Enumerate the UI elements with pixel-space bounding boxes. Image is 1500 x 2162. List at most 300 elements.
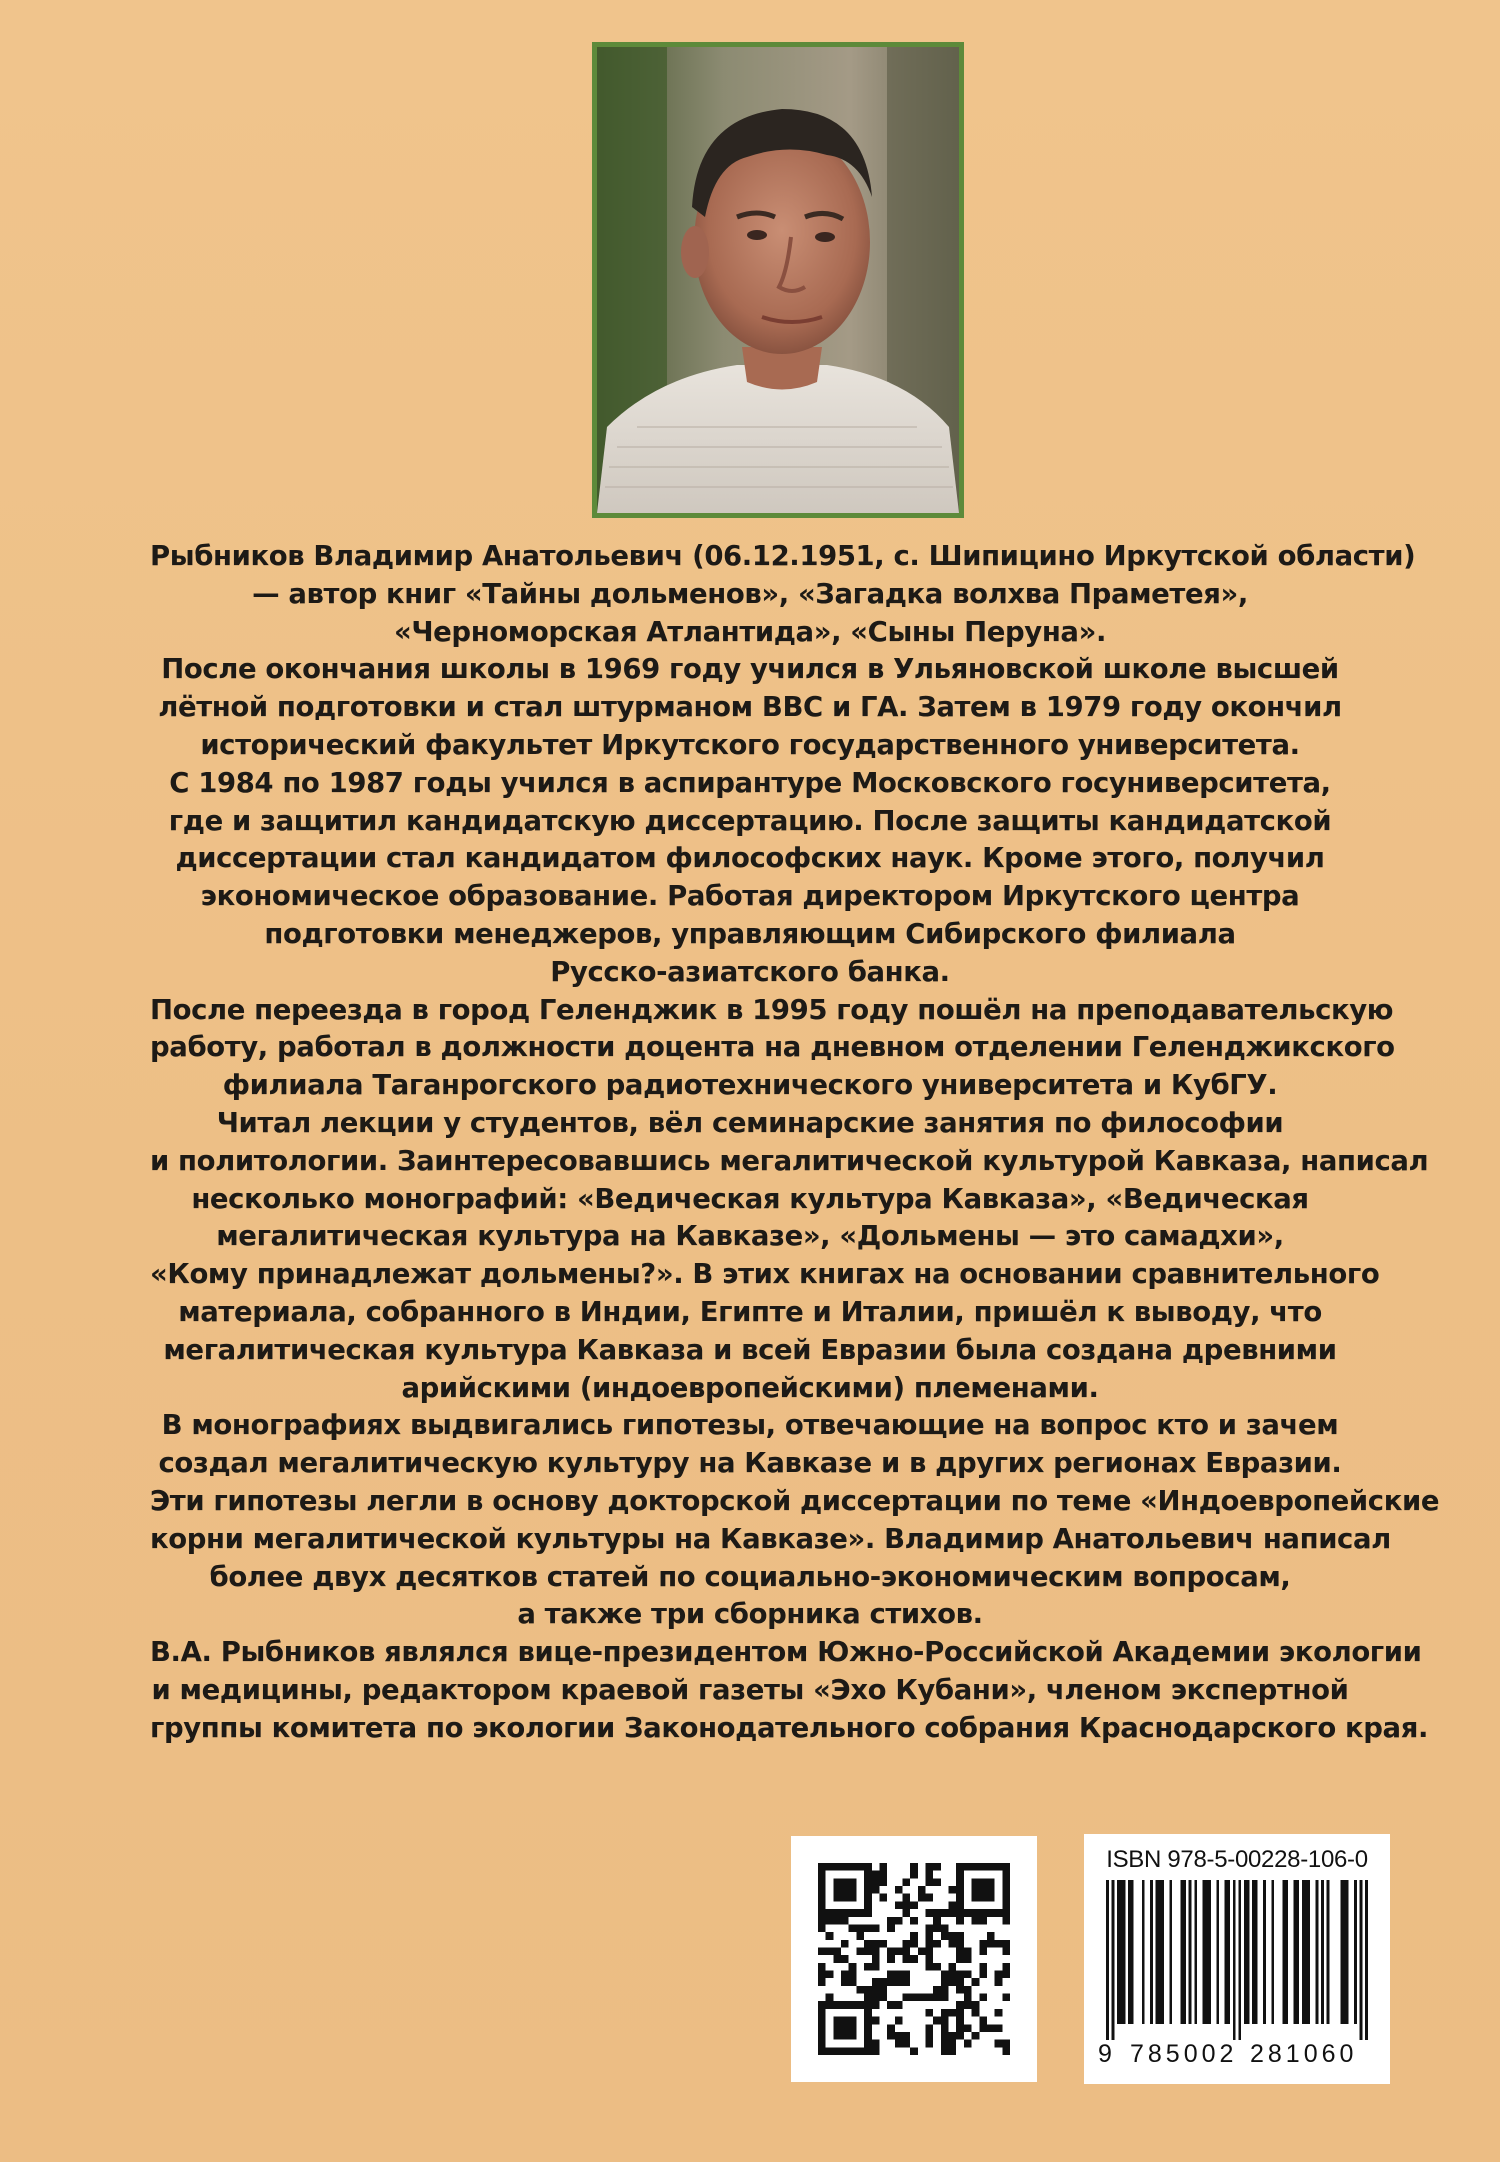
qr-module xyxy=(1002,2040,1010,2048)
bio-line: лётной подготовки и стал штурманом ВВС и ГА. Затем в 1979 году окончил xyxy=(158,691,1342,724)
qr-module xyxy=(818,1886,826,1894)
qr-module xyxy=(833,1886,841,1894)
qr-module xyxy=(818,2017,826,2025)
qr-module xyxy=(849,1978,857,1986)
bio-line: «Черноморская Атлантида», «Сыны Перуна». xyxy=(393,615,1106,648)
qr-module xyxy=(826,1994,834,2002)
qr-module xyxy=(926,1894,934,1902)
qr-module xyxy=(902,1971,910,1979)
qr-module xyxy=(926,1940,934,1948)
qr-module xyxy=(956,1863,964,1871)
qr-module xyxy=(864,1871,872,1879)
qr-module xyxy=(933,1863,941,1871)
qr-module xyxy=(956,1917,964,1925)
qr-module xyxy=(995,1971,1003,1979)
bio-line: более двух десятков статей по социально-экономическим вопросам, xyxy=(209,1560,1291,1593)
qr-module xyxy=(979,1886,987,1894)
qr-module xyxy=(987,1940,995,1948)
qr-module xyxy=(833,2001,841,2009)
qr-module xyxy=(1002,1971,1010,1979)
bio-line: мегалитическая культура на Кавказе», «Дольмены — это самадхи», xyxy=(216,1220,1284,1253)
qr-module xyxy=(841,1971,849,1979)
qr-module xyxy=(1002,1886,1010,1894)
qr-module xyxy=(841,1886,849,1894)
qr-module xyxy=(1002,1878,1010,1886)
qr-module xyxy=(964,1986,972,1994)
barcode-bar xyxy=(1285,1880,1288,2024)
qr-module xyxy=(849,2047,857,2055)
qr-module xyxy=(864,2047,872,2055)
qr-module xyxy=(833,1878,841,1886)
qr-module xyxy=(926,1963,934,1971)
bio-line: подготовки менеджеров, управляющим Сибирского филиала xyxy=(264,917,1236,950)
qr-module xyxy=(864,1886,872,1894)
barcode-bar xyxy=(1346,1880,1349,2024)
qr-module xyxy=(864,1963,872,1971)
qr-module xyxy=(849,2017,857,2025)
qr-module xyxy=(933,2017,941,2025)
qr-module xyxy=(872,1986,880,1994)
qr-module xyxy=(841,2001,849,2009)
barcode-icon xyxy=(1106,1880,1368,2040)
ean-first-digit: 9 xyxy=(1098,2040,1112,2068)
qr-module xyxy=(910,1955,918,1963)
qr-module xyxy=(956,1871,964,1879)
qr-module xyxy=(887,2024,895,2032)
qr-module xyxy=(902,1978,910,1986)
qr-module xyxy=(826,1932,834,1940)
qr-module xyxy=(964,2024,972,2032)
qr-module xyxy=(872,2040,880,2048)
qr-module xyxy=(972,1909,980,1917)
qr-module xyxy=(941,2024,949,2032)
barcode-bar xyxy=(1365,1880,1368,2040)
qr-module xyxy=(1002,1901,1010,1909)
qr-module xyxy=(818,2001,826,2009)
qr-module xyxy=(979,1940,987,1948)
qr-module xyxy=(995,2024,1003,2032)
barcode-bar xyxy=(1302,1880,1305,2024)
bio-line: Читал лекции у студентов, вёл семинарские занятия по философии xyxy=(216,1106,1284,1139)
qr-module xyxy=(887,2032,895,2040)
qr-module xyxy=(933,1940,941,1948)
author-biography xyxy=(150,538,1440,1748)
qr-module xyxy=(879,1863,887,1871)
qr-module xyxy=(956,2024,964,2032)
qr-module xyxy=(856,1863,864,1871)
qr-module xyxy=(826,1917,834,1925)
qr-module xyxy=(979,2024,987,2032)
qr-module xyxy=(818,2024,826,2032)
qr-module xyxy=(956,2032,964,2040)
barcode-bar xyxy=(1233,1880,1236,2040)
qr-module xyxy=(949,2047,957,2055)
qr-module xyxy=(833,1894,841,1902)
barcode-bar xyxy=(1354,1880,1357,2024)
bio-line: а также три сборника стихов. xyxy=(517,1598,983,1631)
qr-module xyxy=(872,1940,880,1948)
qr-module xyxy=(972,2009,980,2017)
qr-module xyxy=(926,1932,934,1940)
qr-module xyxy=(864,2032,872,2040)
qr-module xyxy=(879,1894,887,1902)
barcode-bar xyxy=(1123,1880,1126,2024)
qr-module xyxy=(910,1901,918,1909)
qr-module xyxy=(964,2001,972,2009)
qr-module xyxy=(887,1947,895,1955)
qr-module xyxy=(1002,1940,1010,1948)
qr-module xyxy=(833,2024,841,2032)
qr-module xyxy=(864,1994,872,2002)
qr-module xyxy=(872,2047,880,2055)
qr-module xyxy=(841,1940,849,1948)
qr-module xyxy=(972,1917,980,1925)
qr-module xyxy=(949,1971,957,1979)
qr-module xyxy=(979,1917,987,1925)
bio-line: несколько монографий: «Ведическая культура Кавказа», «Ведическая xyxy=(191,1182,1309,1215)
qr-module xyxy=(887,1978,895,1986)
qr-module xyxy=(979,2017,987,2025)
qr-module xyxy=(1002,1917,1010,1925)
qr-module xyxy=(926,1924,934,1932)
qr-module xyxy=(941,2040,949,2048)
qr-module xyxy=(856,1909,864,1917)
qr-module xyxy=(879,1994,887,2002)
qr-module xyxy=(872,1955,880,1963)
isbn-barcode-block xyxy=(1084,1834,1390,2084)
barcode-bar xyxy=(1189,1880,1192,2024)
qr-module xyxy=(864,1924,872,1932)
barcode-bar xyxy=(1131,1880,1134,2024)
qr-module xyxy=(864,1947,872,1955)
qr-module xyxy=(941,1978,949,1986)
qr-module xyxy=(902,1994,910,2002)
qr-module xyxy=(956,2009,964,2017)
bio-line: работу, работал в должности доцента на дневном отделении Геленджикского xyxy=(150,1031,1395,1064)
qr-module xyxy=(864,2017,872,2025)
qr-module xyxy=(818,1924,826,1932)
qr-module xyxy=(995,1940,1003,1948)
qr-module xyxy=(941,1924,949,1932)
barcode-bar xyxy=(1112,1880,1115,2040)
qr-module xyxy=(872,2017,880,2025)
qr-module xyxy=(864,1940,872,1948)
qr-module xyxy=(887,1924,895,1932)
bio-line: Русско-азиатского банка. xyxy=(550,955,950,988)
qr-module xyxy=(926,2009,934,2017)
qr-module xyxy=(818,1901,826,1909)
qr-module xyxy=(818,1863,826,1871)
qr-module xyxy=(926,1863,934,1871)
qr-module xyxy=(841,1955,849,1963)
qr-module xyxy=(979,1878,987,1886)
barcode-bar xyxy=(1296,1880,1299,2024)
qr-module xyxy=(887,1917,895,1925)
qr-module xyxy=(841,2024,849,2032)
qr-module xyxy=(941,2032,949,2040)
qr-module xyxy=(995,1863,1003,1871)
qr-module xyxy=(902,1909,910,1917)
qr-module xyxy=(972,1886,980,1894)
barcode-bar xyxy=(1305,1880,1308,2024)
qr-module xyxy=(856,1986,864,1994)
qr-module xyxy=(926,1878,934,1886)
qr-module xyxy=(941,2047,949,2055)
barcode-bar xyxy=(1255,1880,1258,2024)
bio-line: где и защитил кандидатскую диссертацию. После защиты кандидатской xyxy=(168,804,1332,837)
qr-module xyxy=(933,1909,941,1917)
barcode-bar xyxy=(1307,1880,1310,2024)
qr-module xyxy=(879,1871,887,1879)
qr-module xyxy=(818,2032,826,2040)
qr-module xyxy=(987,1894,995,1902)
bio-line: создал мегалитическую культуру на Кавказе и в других регионах Евразии. xyxy=(158,1447,1342,1480)
qr-module xyxy=(964,1863,972,1871)
bio-line: После окончания школы в 1969 году учился в Ульяновской школе высшей xyxy=(161,653,1339,686)
qr-module xyxy=(949,2009,957,2017)
qr-module xyxy=(887,2001,895,2009)
qr-module xyxy=(956,1940,964,1948)
barcode-bar xyxy=(1158,1880,1161,2024)
barcode-bar xyxy=(1252,1880,1255,2024)
qr-module xyxy=(918,1894,926,1902)
isbn-label: ISBN 978-5-00228-106-0 xyxy=(1106,1846,1368,1873)
qr-module xyxy=(926,1994,934,2002)
barcode-bar xyxy=(1194,1880,1197,2024)
qr-module xyxy=(856,2001,864,2009)
qr-module xyxy=(879,1978,887,1986)
ean-left-digits: 785002 xyxy=(1130,2040,1238,2068)
qr-module xyxy=(864,1863,872,1871)
barcode-bar xyxy=(1150,1880,1153,2024)
qr-module xyxy=(972,1894,980,1902)
qr-module xyxy=(872,2001,880,2009)
bio-line: экономическое образование. Работая директором Иркутского центра xyxy=(200,880,1300,913)
author-portrait-image xyxy=(597,47,959,513)
qr-module xyxy=(926,2040,934,2048)
qr-module xyxy=(956,1886,964,1894)
qr-module xyxy=(972,1978,980,1986)
qr-module xyxy=(818,1947,826,1955)
qr-module xyxy=(826,1909,834,1917)
qr-module xyxy=(933,1917,941,1925)
qr-module xyxy=(972,1878,980,1886)
qr-module xyxy=(818,1978,826,1986)
qr-module xyxy=(895,1917,903,1925)
qr-module xyxy=(956,1955,964,1963)
qr-module xyxy=(895,1947,903,1955)
author-photo xyxy=(592,42,964,518)
qr-module xyxy=(910,1994,918,2002)
qr-module xyxy=(902,1940,910,1948)
qr-module xyxy=(818,2040,826,2048)
bio-line: Рыбников Владимир Анатольевич (06.12.1951, с. Шипицино Иркутской области) xyxy=(150,540,1416,572)
barcode-bar xyxy=(1283,1880,1286,2024)
bio-line: В монографиях выдвигались гипотезы, отвечающие на вопрос кто и зачем xyxy=(161,1409,1339,1442)
bio-line: В.А. Рыбников являлся вице-президентом Южно-Российской Академии экологии xyxy=(150,1636,1422,1669)
qr-module xyxy=(826,1863,834,1871)
qr-module xyxy=(833,1909,841,1917)
qr-module xyxy=(864,2040,872,2048)
qr-module xyxy=(864,1986,872,1994)
barcode-bar xyxy=(1106,1880,1109,2040)
qr-module xyxy=(956,1971,964,1979)
qr-module xyxy=(1002,1947,1010,1955)
barcode-bar xyxy=(1225,1880,1228,2024)
qr-module xyxy=(933,1924,941,1932)
qr-module xyxy=(849,2032,857,2040)
qr-module xyxy=(826,2047,834,2055)
barcode-bar xyxy=(1340,1880,1343,2024)
qr-module xyxy=(949,1932,957,1940)
barcode-bar xyxy=(1205,1880,1208,2024)
barcode-bar xyxy=(1247,1880,1250,2024)
barcode-bar xyxy=(1180,1880,1183,2024)
bio-line: и медицины, редактором краевой газеты «Эхо Кубани», членом экспертной xyxy=(151,1673,1349,1706)
barcode-bar xyxy=(1203,1880,1206,2024)
qr-module xyxy=(841,2017,849,2025)
qr-module xyxy=(849,2024,857,2032)
qr-module xyxy=(879,1878,887,1886)
qr-module xyxy=(833,1863,841,1871)
bio-line: С 1984 по 1987 годы учился в аспирантуре Московского госуниверситета, xyxy=(169,766,1331,799)
qr-module xyxy=(964,1971,972,1979)
barcode-bar xyxy=(1128,1880,1131,2024)
qr-module xyxy=(979,1971,987,1979)
qr-module xyxy=(987,1863,995,1871)
qr-module xyxy=(964,1947,972,1955)
qr-module xyxy=(972,1863,980,1871)
qr-module xyxy=(902,2040,910,2048)
qr-module xyxy=(849,1863,857,1871)
barcode-bar xyxy=(1327,1880,1330,2024)
qr-module xyxy=(849,1886,857,1894)
qr-module xyxy=(895,2040,903,2048)
bio-line: «Кому принадлежат дольмены?». В этих книгах на основании сравнительного xyxy=(150,1258,1380,1291)
qr-module xyxy=(941,1971,949,1979)
qr-module xyxy=(949,1909,957,1917)
qr-module xyxy=(841,1917,849,1925)
qr-module xyxy=(979,1994,987,2002)
qr-module xyxy=(864,1909,872,1917)
qr-module xyxy=(818,1909,826,1917)
qr-module xyxy=(949,2040,957,2048)
qr-module xyxy=(979,1894,987,1902)
qr-module xyxy=(910,1940,918,1948)
qr-module xyxy=(902,1955,910,1963)
qr-module xyxy=(841,1894,849,1902)
qr-module xyxy=(879,1940,887,1948)
qr-module xyxy=(1002,1871,1010,1879)
qr-module xyxy=(872,1871,880,1879)
qr-module xyxy=(918,1947,926,1955)
barcode-bar xyxy=(1238,1880,1241,2040)
qr-module xyxy=(910,1932,918,1940)
qr-module xyxy=(956,1909,964,1917)
qr-module xyxy=(902,1894,910,1902)
barcode-bar xyxy=(1183,1880,1186,2024)
qr-module xyxy=(818,1971,826,1979)
qr-module xyxy=(995,2009,1003,2017)
bio-line: мегалитическая культура Кавказа и всей Евразии была создана древними xyxy=(163,1333,1337,1366)
bio-line: арийскими (индоевропейскими) племенами. xyxy=(401,1371,1099,1404)
qr-module xyxy=(856,1924,864,1932)
qr-module xyxy=(849,1909,857,1917)
barcode-bar xyxy=(1343,1880,1346,2024)
qr-module xyxy=(910,1863,918,1871)
qr-module xyxy=(933,1994,941,2002)
qr-module xyxy=(941,1986,949,1994)
qr-code-icon xyxy=(818,1863,1010,2055)
qr-module xyxy=(895,1971,903,1979)
qr-module xyxy=(987,1878,995,1886)
qr-module xyxy=(926,1947,934,1955)
barcode-bar xyxy=(1120,1880,1123,2024)
qr-module xyxy=(987,1886,995,1894)
barcode-bar xyxy=(1244,1880,1247,2024)
qr-module xyxy=(872,1963,880,1971)
qr-module xyxy=(864,2001,872,2009)
qr-module xyxy=(864,1878,872,1886)
qr-module xyxy=(856,1947,864,1955)
qr-module xyxy=(826,1947,834,1955)
qr-module xyxy=(964,1955,972,1963)
qr-module xyxy=(872,1947,880,1955)
qr-module xyxy=(987,1932,995,1940)
qr-module xyxy=(956,1947,964,1955)
qr-module xyxy=(818,2009,826,2017)
qr-module xyxy=(956,2001,964,2009)
qr-module xyxy=(818,2047,826,2055)
qr-module xyxy=(964,1994,972,2002)
qr-module xyxy=(949,1901,957,1909)
qr-module xyxy=(910,2047,918,2055)
qr-module xyxy=(872,1924,880,1932)
qr-module xyxy=(941,1994,949,2002)
ean-right-digits: 281060 xyxy=(1250,2040,1358,2068)
barcode-bar xyxy=(1321,1880,1324,2024)
barcode-bar xyxy=(1169,1880,1172,2024)
qr-module xyxy=(995,2040,1003,2048)
qr-module xyxy=(833,2017,841,2025)
barcode-bar xyxy=(1117,1880,1120,2024)
bio-line: исторический факультет Иркутского государственного университета. xyxy=(200,728,1300,761)
qr-module xyxy=(1002,1994,1010,2002)
qr-module xyxy=(949,1940,957,1948)
bio-line: филиала Таганрогского радиотехнического университета и КубГУ. xyxy=(222,1069,1278,1102)
qr-module xyxy=(895,1886,903,1894)
qr-module xyxy=(972,2001,980,2009)
qr-module xyxy=(826,1971,834,1979)
barcode-bar xyxy=(1161,1880,1164,2024)
qr-module xyxy=(949,2032,957,2040)
qr-module xyxy=(818,1963,826,1971)
barcode-bar xyxy=(1142,1880,1145,2024)
qr-module xyxy=(956,1878,964,1886)
qr-module xyxy=(910,1871,918,1879)
bio-line: корни мегалитической культуры на Кавказе». Владимир Анатольевич написал xyxy=(150,1522,1391,1555)
qr-module xyxy=(926,2024,934,2032)
qr-module xyxy=(849,1971,857,1979)
bio-line: После переезда в город Геленджик в 1995 году пошёл на преподавательскую xyxy=(150,993,1394,1026)
qr-module xyxy=(818,1917,826,1925)
qr-module xyxy=(841,2047,849,2055)
qr-module xyxy=(979,1963,987,1971)
qr-module xyxy=(895,1978,903,1986)
bio-line: диссертации стал кандидатом философских наук. Кроме этого, получил xyxy=(175,842,1325,875)
barcode-bar xyxy=(1227,1880,1230,2024)
qr-module xyxy=(902,2032,910,2040)
